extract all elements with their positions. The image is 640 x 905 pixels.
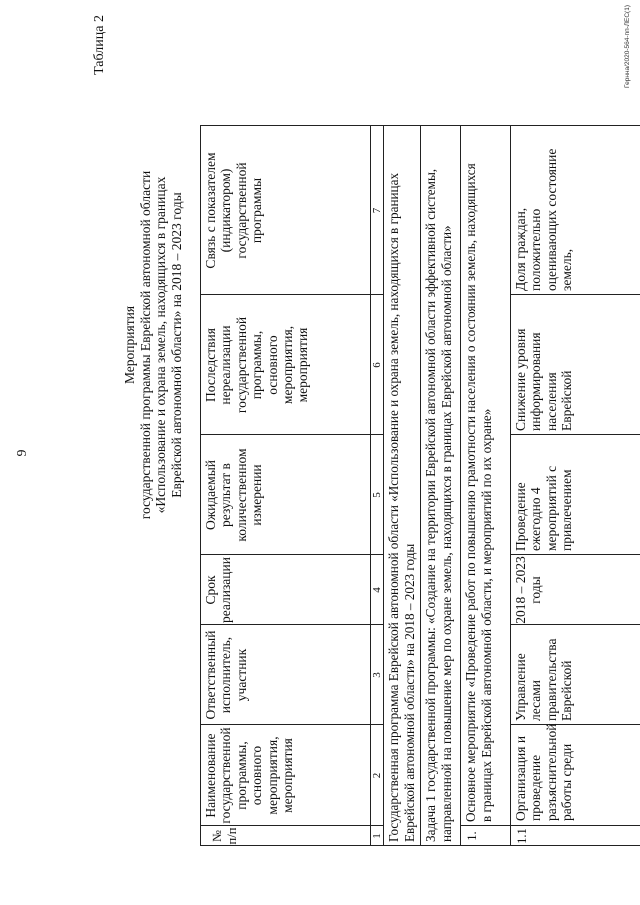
column-number: 3 [371, 672, 383, 678]
column-number: 4 [371, 587, 383, 593]
task-row: Задача 1 государственной программы: «Создание на территории Еврейской автономной области эффективной системы, направленной на повышение мер по охране земель, находящихся в границах Еврейской автономной области» [423, 168, 454, 842]
row-result: Проведение ежегодно 4 мероприятий с привлечением [513, 465, 575, 551]
row-number: 1.1 [515, 828, 529, 844]
main-event-number: 1. [465, 831, 479, 841]
row-consequences: Снижение уровня информирования населения Еврейской [513, 328, 575, 431]
title-line: Мероприятия [122, 305, 137, 385]
header-indicator-link: Связь с показателем (индикатором) государственной программы [203, 152, 265, 269]
table-label: Таблица 2 [92, 15, 107, 75]
header-result: Ожидаемый результат в количественном измерении [203, 448, 265, 542]
row-executor: Управление лесами правительства Еврейской [513, 638, 575, 721]
page-number: 9 [14, 449, 29, 457]
header-period: Срок реализации [203, 557, 234, 623]
main-event-text: Основное мероприятие «Проведение работ по повышению грамотности населения о состоянии земель, находящихся в границах Еврейской автономной области, и мероприятий по их охране» [463, 163, 494, 822]
column-number: 5 [371, 492, 383, 498]
column-number: 1 [371, 833, 383, 839]
column-number: 6 [371, 362, 383, 368]
header-executor: Ответственный исполнитель, участник [203, 630, 249, 720]
row-period: 2018 – 2023 годы [513, 556, 544, 624]
title-line: Еврейской автономной области» на 2018 – 2023 годы [168, 192, 184, 498]
row-name: Организация и проведение разъяснительной работы среди [513, 723, 575, 821]
column-number: 2 [371, 772, 383, 779]
header-consequences: Последствия нереализации государственной программы, основного мероприятия, мероприятия [203, 316, 311, 414]
program-row: Государственная программа Еврейской автономной области «Использование и охрана земель, находящихся в границах Еврейской автономной области» на 2018 – 2023 годы [386, 172, 417, 842]
title-line: государственной программы Еврейской автономной области [137, 170, 153, 520]
title-line: «Использование и охрана земель, находящихся в границах [153, 176, 168, 514]
header-number: № п/п [210, 827, 240, 845]
footer-code: Гернна/2020-564-пп-ЛЕС(1) [624, 5, 631, 88]
column-number: 7 [371, 207, 383, 214]
header-name: Наименование государственной программы, основного мероприятия, мероприятия [203, 727, 296, 824]
row-indicator-link: Доля граждан, положительно оценивающих состояние земель, [513, 148, 575, 291]
